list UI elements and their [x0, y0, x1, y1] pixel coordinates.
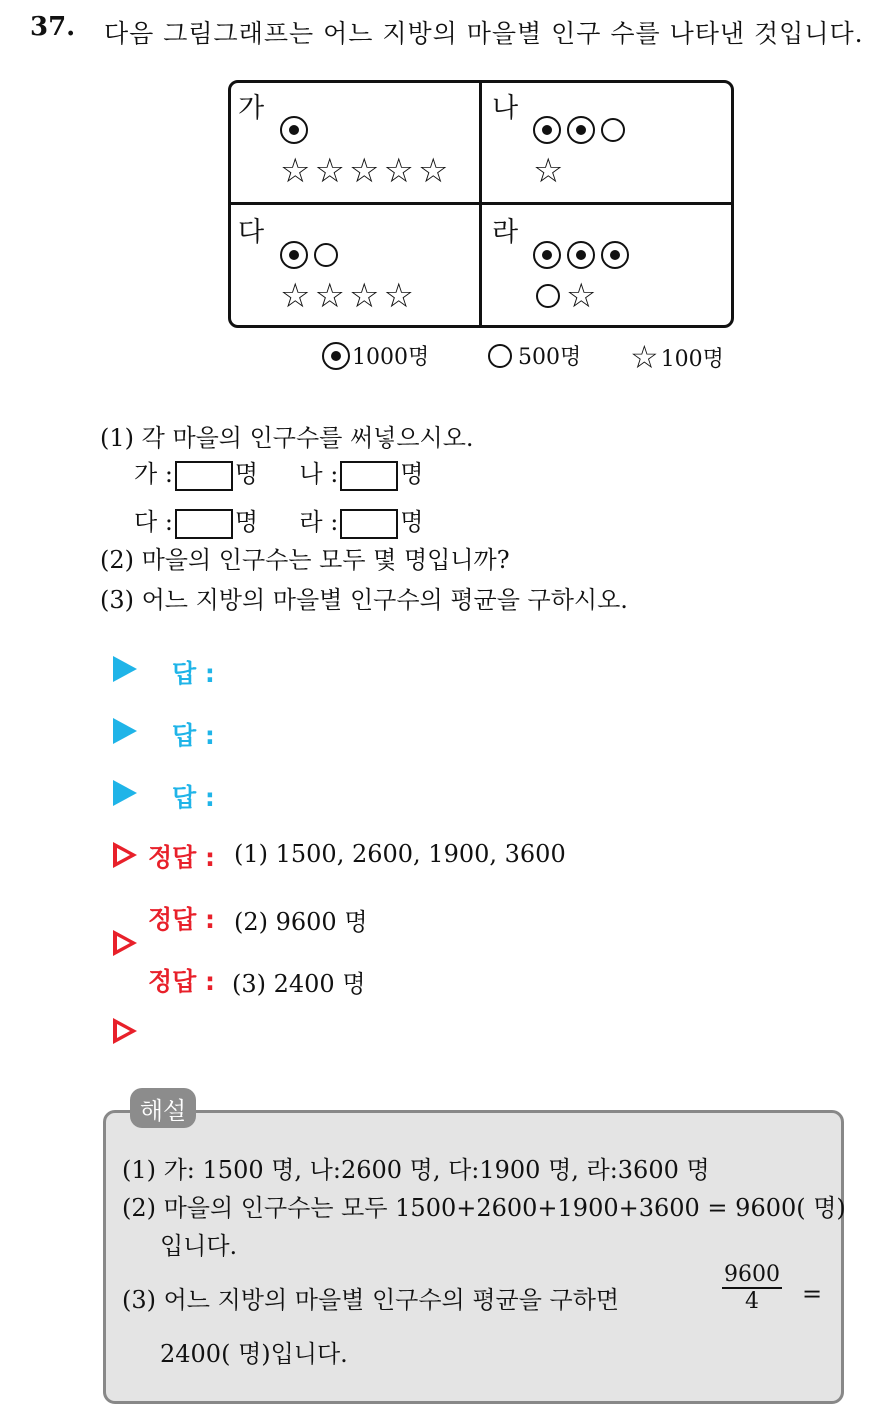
- bullseye-icon: [280, 241, 308, 269]
- answer-arrow-icon: [113, 656, 137, 682]
- answer-label-3: 답 :: [172, 783, 215, 812]
- solution-label-1: 정답 :: [148, 843, 216, 872]
- explanation-tab: 해설: [130, 1088, 196, 1128]
- answer-label-1: 답 :: [172, 659, 215, 688]
- bullseye-icon: [567, 116, 595, 144]
- solution-arrow-icon: [113, 842, 137, 868]
- circle-icon: [314, 243, 338, 267]
- label-ga: 가 :: [134, 460, 173, 488]
- cell-da-row2: [280, 276, 414, 316]
- fill-row-2: [134, 502, 423, 539]
- answer-arrow-icon: [113, 718, 137, 744]
- cell-da-row1: [280, 241, 338, 269]
- label-na: 나 :: [299, 460, 339, 488]
- unit-label: 명: [234, 460, 259, 488]
- legend-bullseye: [322, 340, 429, 371]
- label-da: 다 :: [134, 508, 173, 536]
- bullseye-icon: [280, 116, 308, 144]
- legend-circle-label: 500명: [518, 345, 582, 370]
- question-number: 37.: [30, 12, 76, 42]
- solution-text-2: (2) 9600 명: [234, 908, 368, 936]
- star-icon: ☆: [417, 151, 449, 191]
- answer-arrow-icon: [113, 780, 137, 806]
- answer-box-da[interactable]: [175, 509, 233, 539]
- cell-ra-row2: [536, 276, 597, 316]
- star-icon: ☆: [630, 338, 659, 376]
- fraction-denominator: 4: [745, 1289, 759, 1314]
- cell-ga-row1: [280, 116, 308, 144]
- cell-label-ga: 가: [238, 93, 265, 124]
- solution-label-2: 정답 :: [148, 905, 216, 934]
- solution-label-3: 정답 :: [148, 967, 216, 996]
- star-icon: ☆: [314, 151, 345, 191]
- explanation-line-5: 2400( 명)입니다.: [160, 1340, 348, 1368]
- fraction-numerator: 9600: [724, 1262, 780, 1287]
- star-icon: ☆: [566, 276, 597, 316]
- bullseye-icon: [322, 342, 350, 370]
- star-icon: ☆: [383, 276, 414, 316]
- bullseye-icon: [533, 116, 561, 144]
- question-2: (2) 마을의 인구수는 모두 몇 명입니까?: [100, 546, 510, 574]
- legend-bullseye-label: 1000명: [352, 345, 430, 370]
- solution-text-1: (1) 1500, 2600, 1900, 3600: [234, 840, 566, 868]
- cell-ga-row2: [280, 151, 449, 191]
- bullseye-icon: [567, 241, 595, 269]
- cell-ra-row1: [533, 241, 629, 269]
- bullseye-icon: [601, 241, 629, 269]
- solution-arrow-icon: [113, 1018, 137, 1044]
- answer-box-na[interactable]: [340, 461, 398, 491]
- legend-star-label: 100명: [660, 346, 724, 372]
- unit-label: 명: [234, 508, 259, 536]
- circle-icon: [536, 284, 560, 308]
- star-icon: ☆: [348, 276, 380, 316]
- question-text: 다음 그림그래프는 어느 지방의 마을별 인구 수를 나타낸 것입니다.: [104, 19, 864, 48]
- legend-star: [630, 340, 724, 374]
- explanation-line-1: (1) 가: 1500 명, 나:2600 명, 다:1900 명, 라:3600 명: [122, 1156, 710, 1184]
- fill-row-1: [134, 454, 423, 491]
- star-icon: ☆: [348, 151, 380, 191]
- star-icon: ☆: [280, 276, 311, 316]
- explanation-line-2: (2) 마을의 인구수는 모두 1500+2600+1900+3600 = 9600( 명): [122, 1194, 846, 1222]
- star-icon: ☆: [383, 151, 414, 191]
- cell-label-da: 다: [238, 217, 265, 248]
- graph-divider-horizontal: [229, 202, 733, 205]
- star-icon: ☆: [533, 151, 564, 191]
- legend-circle: [488, 340, 581, 371]
- star-icon: ☆: [314, 276, 345, 316]
- circle-icon: [601, 118, 625, 142]
- solution-arrow-icon: [113, 930, 137, 956]
- cell-label-ra: 라: [492, 217, 519, 248]
- cell-label-na: 나: [492, 93, 519, 124]
- explanation-line-4: (3) 어느 지방의 마을별 인구수의 평균을 구하면: [122, 1286, 620, 1314]
- cell-na-row1: [533, 116, 625, 144]
- star-icon: ☆: [280, 151, 311, 191]
- question-1: (1) 각 마을의 인구수를 써넣으시오.: [100, 424, 474, 452]
- answer-box-ga[interactable]: [175, 461, 233, 491]
- unit-label: 명: [400, 508, 424, 536]
- fraction: [722, 1262, 782, 1314]
- equals-sign: =: [802, 1280, 823, 1308]
- answer-label-2: 답 :: [172, 721, 215, 750]
- unit-label: 명: [400, 460, 424, 488]
- answer-box-ra[interactable]: [340, 509, 398, 539]
- solution-text-3: (3) 2400 명: [232, 970, 366, 998]
- cell-na-row2: [533, 151, 564, 191]
- explanation-line-3: 입니다.: [160, 1232, 238, 1260]
- question-3: (3) 어느 지방의 마을별 인구수의 평균을 구하시오.: [100, 586, 628, 614]
- bullseye-icon: [533, 241, 561, 269]
- circle-icon: [488, 344, 512, 368]
- label-ra: 라 :: [299, 508, 339, 536]
